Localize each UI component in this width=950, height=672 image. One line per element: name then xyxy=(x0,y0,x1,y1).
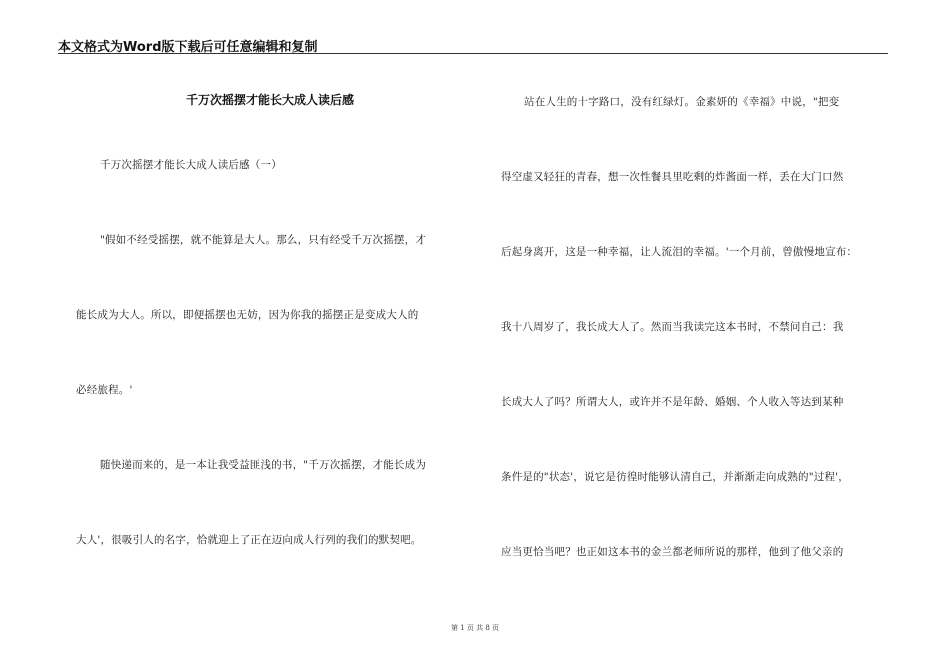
right-line-2: 得空虚又轻狂的青春，想一次性餐具里吃剩的炸酱面一样，丢在大门口然 xyxy=(501,171,844,183)
right-line-5: 长成大人了吗？所谓大人，或许并不是年龄、婚姻、个人收入等达到某种 xyxy=(501,396,844,408)
left-line-6: 大人'，很吸引人的名字，恰就迎上了正在迈向成人行列的我们的默契吧。 xyxy=(76,534,422,546)
right-line-1: 站在人生的十字路口，没有红绿灯。金素妍的《幸福》中说，"把变 xyxy=(524,96,840,108)
right-line-6: 条件是的"状态'，说它是彷徨时能够认清自己，并渐渐走向成熟的"过程'， xyxy=(501,471,849,483)
left-line-1: 千万次摇摆才能长大成人读后感（一） xyxy=(100,159,282,171)
page-header xyxy=(58,35,888,54)
left-line-4: 必经旅程。' xyxy=(76,384,133,396)
right-line-7: 应当更恰当吧？也正如这本书的金兰都老师所说的那样，他到了他父亲的 xyxy=(501,546,844,558)
document-title: 千万次摇摆才能长大成人读后感 xyxy=(185,93,354,107)
page-number: 第 1 页 共 8 页 xyxy=(450,624,500,632)
right-line-3: 后起身离开，这是一种幸福，让人流泪的幸福。'一个月前，曾傲慢地宣布： xyxy=(501,246,858,258)
left-line-3: 能长成为大人。所以，即便摇摆也无妨，因为你我的摇摆正是变成大人的 xyxy=(76,309,419,321)
header-text: 本文格式为Word版下载后可任意编辑和复制 xyxy=(58,40,318,55)
left-line-5: 随快递而来的，是一本让我受益匪浅的书，"千万次摇摆，才能长成为 xyxy=(100,459,427,471)
left-line-2: "假如不经受摇摆，就不能算是大人。那么，只有经受千万次摇摆，才 xyxy=(100,234,427,246)
right-line-4: 我十八周岁了，我长成大人了。然而当我读完这本书时，不禁问自己：我 xyxy=(501,321,844,333)
